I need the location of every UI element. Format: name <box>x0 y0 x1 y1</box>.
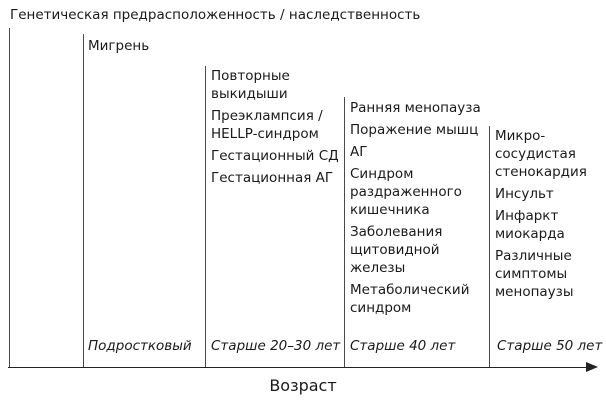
age-label: Подростковый <box>88 338 192 354</box>
condition-item: Заболевания щитовидной железы <box>350 224 443 276</box>
age-axis-line <box>8 367 588 368</box>
age-label: Старше 50 лет <box>497 338 603 354</box>
condition-item: Микро- сосудистая стенокардия <box>495 128 587 180</box>
condition-item: Ранняя менопауза <box>350 100 481 116</box>
condition-item: Преэклампсия / HELLP-синдром <box>211 108 323 142</box>
divider-line <box>489 126 490 367</box>
divider-line <box>9 28 10 367</box>
condition-item: Гестационный СД <box>211 148 339 164</box>
condition-item: Различные симптомы менопаузы <box>495 248 574 300</box>
condition-item: Гестационная АГ <box>211 170 334 186</box>
condition-item: Поражение мышц <box>350 122 479 138</box>
condition-item: Синдром раздраженного кишечника <box>350 166 462 218</box>
arrow-right-icon <box>586 362 598 372</box>
divider-line <box>205 66 206 367</box>
condition-item: Инфаркт миокарда <box>495 208 565 242</box>
axis-title: Возраст <box>269 376 337 395</box>
condition-item: Метаболический синдром <box>350 282 470 316</box>
column-20-30 <box>211 67 339 191</box>
condition-item: Мигрень <box>88 38 150 54</box>
condition-item: АГ <box>350 144 368 160</box>
divider-line <box>344 97 345 367</box>
column-40 <box>350 99 481 321</box>
condition-item: Повторные выкидыши <box>211 68 290 102</box>
diagram-title: Генетическая предрасположенность / наследственность <box>10 7 421 23</box>
age-label: Старше 20–30 лет <box>211 338 341 354</box>
age-label: Старше 40 лет <box>350 338 456 354</box>
column-50 <box>495 127 587 305</box>
divider-line <box>83 34 84 367</box>
condition-item: Инсульт <box>495 186 554 202</box>
column-teen <box>88 37 149 59</box>
